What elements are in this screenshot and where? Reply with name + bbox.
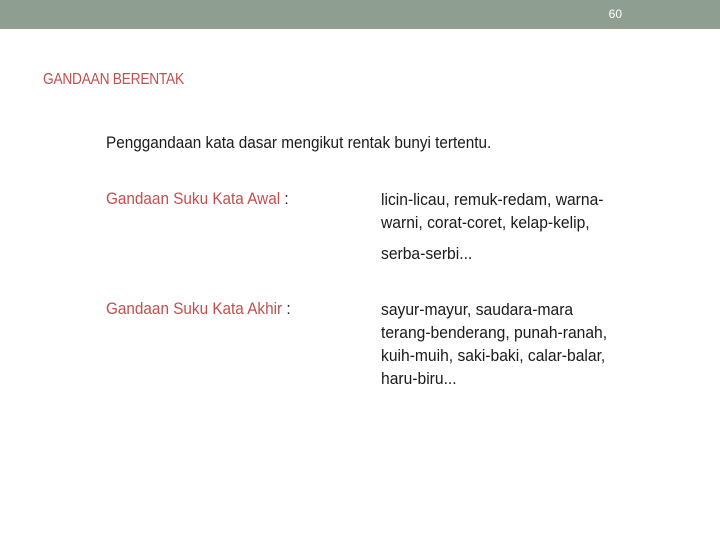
example-line: haru-biru... [381, 369, 457, 388]
intro-text: Penggandaan kata dasar mengikut rentak bunyi tertentu. [106, 133, 492, 152]
example-line: licin-licau, remuk-redam, warna- [381, 190, 604, 209]
page-number: 60 [608, 7, 622, 21]
row-examples-awal [381, 188, 657, 265]
example-line: terang-benderang, punah-ranah, [381, 323, 608, 342]
example-line: serba-serbi... [381, 244, 473, 263]
example-line: sayur-mayur, saudara-mara [381, 300, 574, 319]
section-title: GANDAAN BERENTAK [43, 71, 184, 88]
row-examples-akhir [381, 298, 657, 390]
example-line: kuih-muih, saki-baki, calar-balar, [381, 346, 606, 365]
example-line: warni, corat-coret, kelap-kelip, [381, 213, 590, 232]
row-label-akhir [106, 299, 291, 319]
row-label-text: Gandaan Suku Kata Akhir [106, 299, 283, 318]
row-label-awal [106, 189, 289, 209]
row-label-colon: : [284, 189, 289, 208]
row-label-text: Gandaan Suku Kata Awal [106, 189, 281, 208]
top-bar [0, 0, 720, 29]
row-label-colon: : [286, 299, 291, 318]
